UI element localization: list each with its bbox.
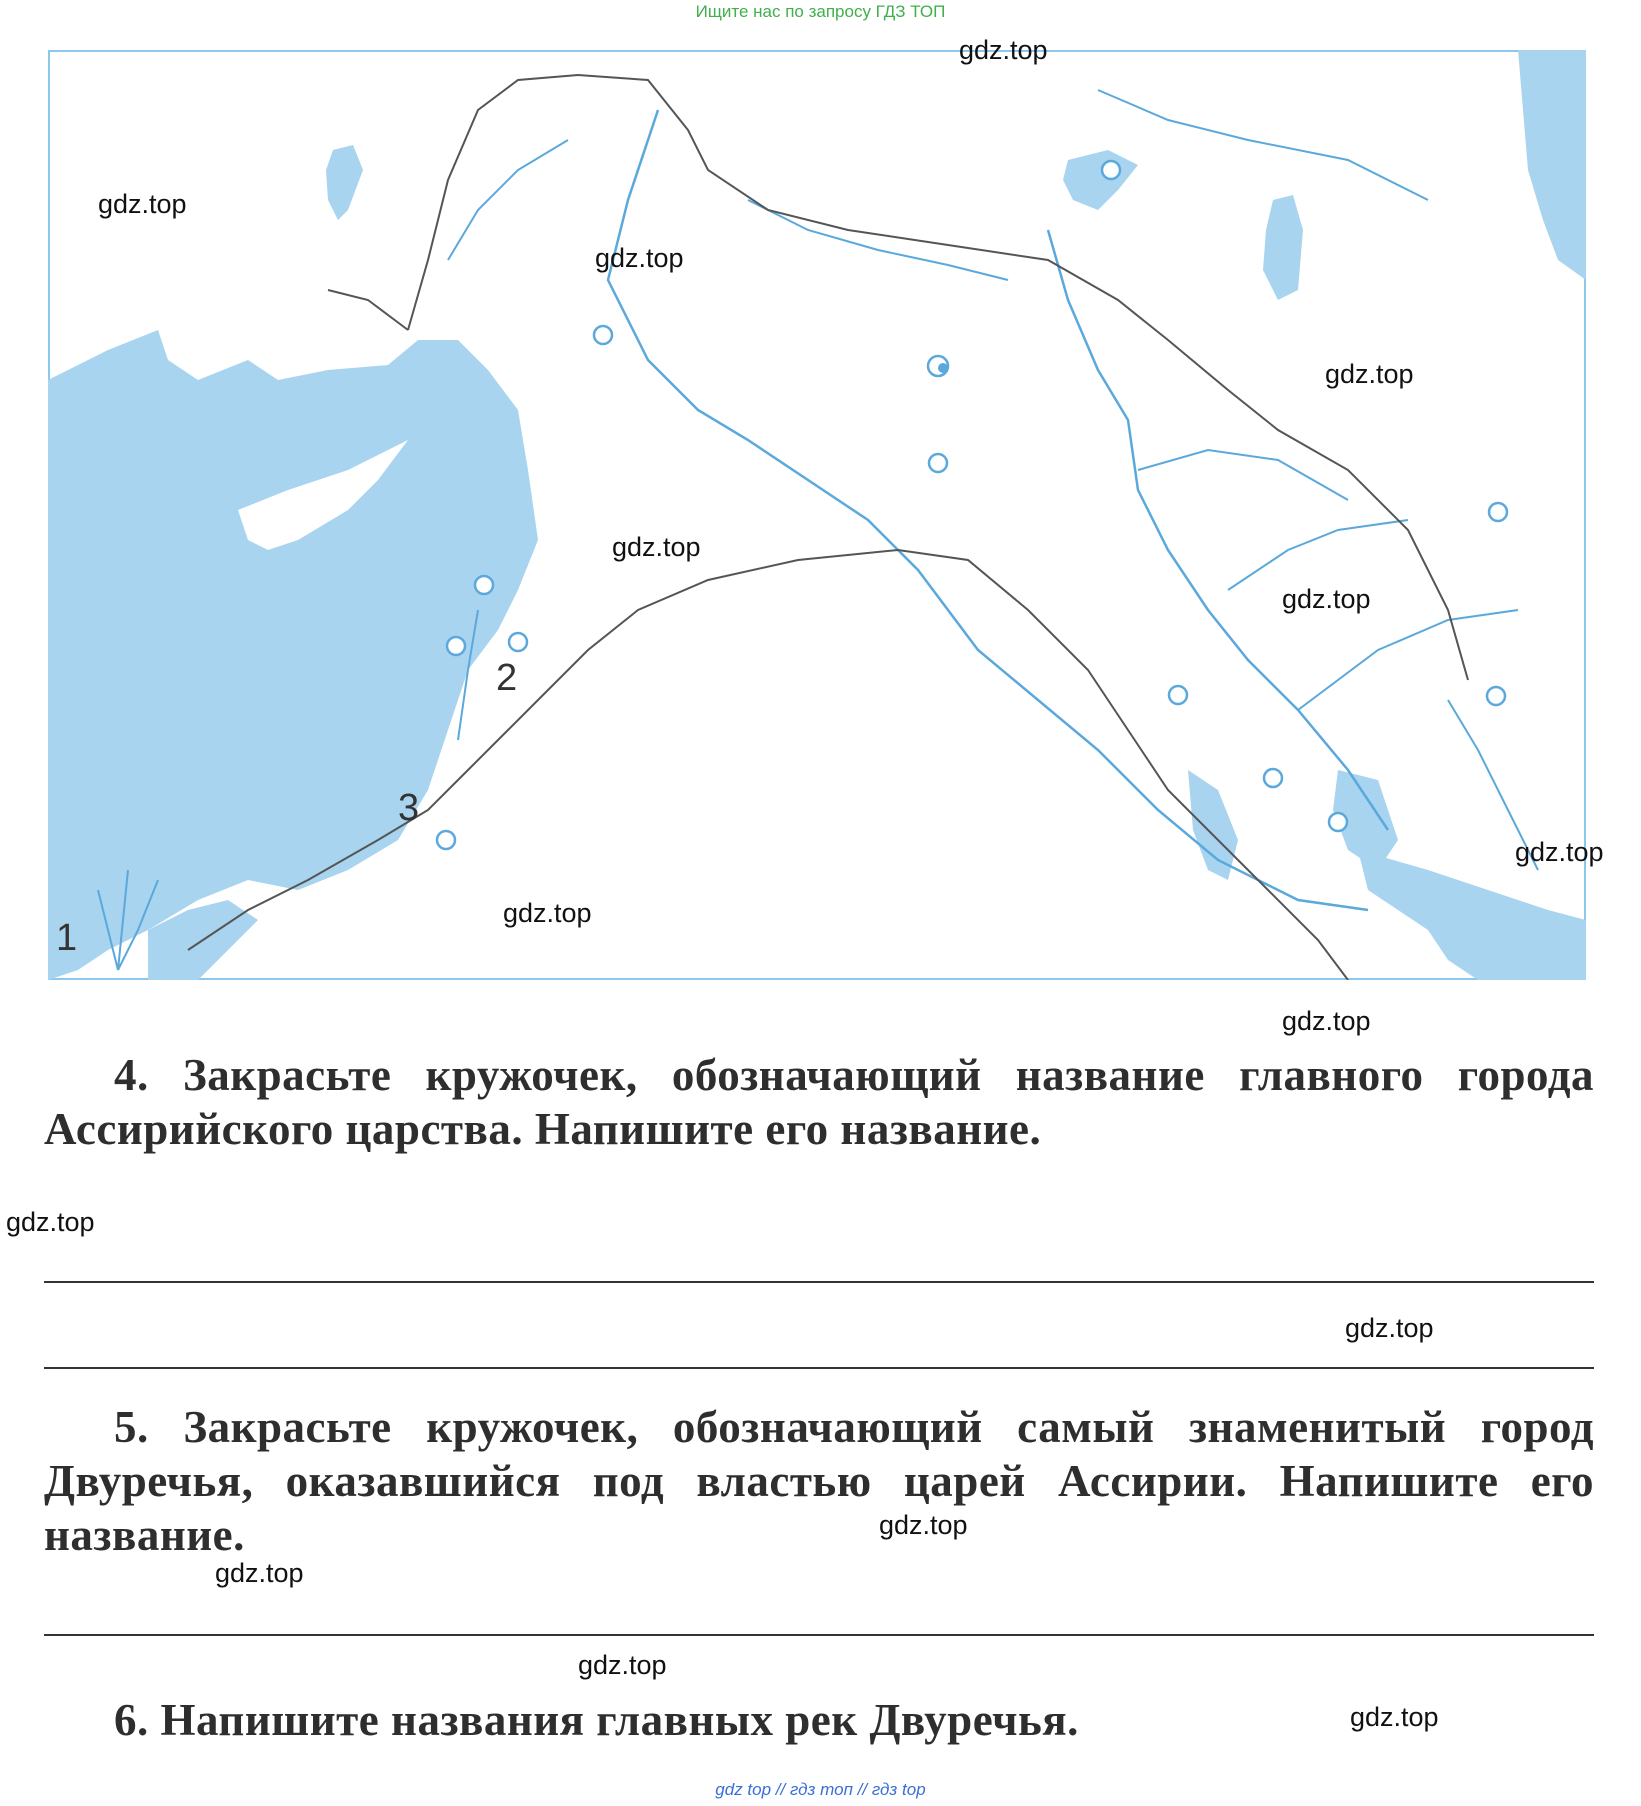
task-text: Закрасьте кружочек, обозначающий самый знаменитый город Двуречья, оказавшийся под властью царей Ассирии. Напишите его название. [44, 1402, 1594, 1560]
answer-line[interactable] [44, 1367, 1594, 1369]
map-label-1: 1 [56, 917, 78, 959]
answer-line[interactable] [44, 1281, 1594, 1283]
watermark: gdz.top [1350, 1702, 1439, 1732]
bottom-banner: gdz top // гдз топ // гдз top [715, 1780, 926, 1799]
city-circle [447, 637, 465, 655]
task-number: 5. [114, 1402, 149, 1452]
task-4 [44, 1048, 1594, 1156]
answer-line[interactable] [44, 1634, 1594, 1636]
city-circle [1169, 686, 1187, 704]
top-banner: Ищите нас по запросу ГДЗ ТОП [695, 2, 946, 21]
task-number: 4. [114, 1050, 149, 1100]
city-circle [1487, 687, 1505, 705]
watermark: gdz.top [1282, 584, 1371, 614]
city-circle [509, 633, 527, 651]
city-circle [1102, 161, 1120, 179]
watermark: gdz.top [1515, 837, 1604, 867]
city-circle [1489, 503, 1507, 521]
city-circle-capital [938, 363, 948, 373]
watermark: gdz.top [215, 1558, 304, 1588]
city-circle [594, 326, 612, 344]
city-circle [437, 831, 455, 849]
watermark: gdz.top [578, 1650, 667, 1680]
watermark: gdz.top [503, 898, 592, 928]
map [48, 50, 1586, 980]
task-text: Закрасьте кружочек, обозначающий название главного города Ассирийского царства. Напишите его название. [44, 1050, 1595, 1154]
task-number: 6. [114, 1695, 149, 1745]
watermark: gdz.top [98, 189, 187, 219]
watermark: gdz.top [6, 1207, 95, 1237]
watermark: gdz.top [612, 532, 701, 562]
watermark: gdz.top [1325, 359, 1414, 389]
city-circle [475, 576, 493, 594]
watermark: gdz.top [879, 1510, 968, 1540]
task-5 [44, 1400, 1594, 1562]
city-circle [929, 454, 947, 472]
watermark: gdz.top [1282, 1006, 1371, 1036]
city-circle [1329, 813, 1347, 831]
watermark: gdz.top [595, 243, 684, 273]
task-text: Напишите названия главных рек Двуречья. [160, 1695, 1079, 1745]
map-label-3: 3 [398, 787, 420, 829]
map-label-2: 2 [496, 657, 518, 699]
city-circle [1264, 769, 1282, 787]
watermark: gdz.top [1345, 1313, 1434, 1343]
watermark: gdz.top [959, 35, 1048, 65]
